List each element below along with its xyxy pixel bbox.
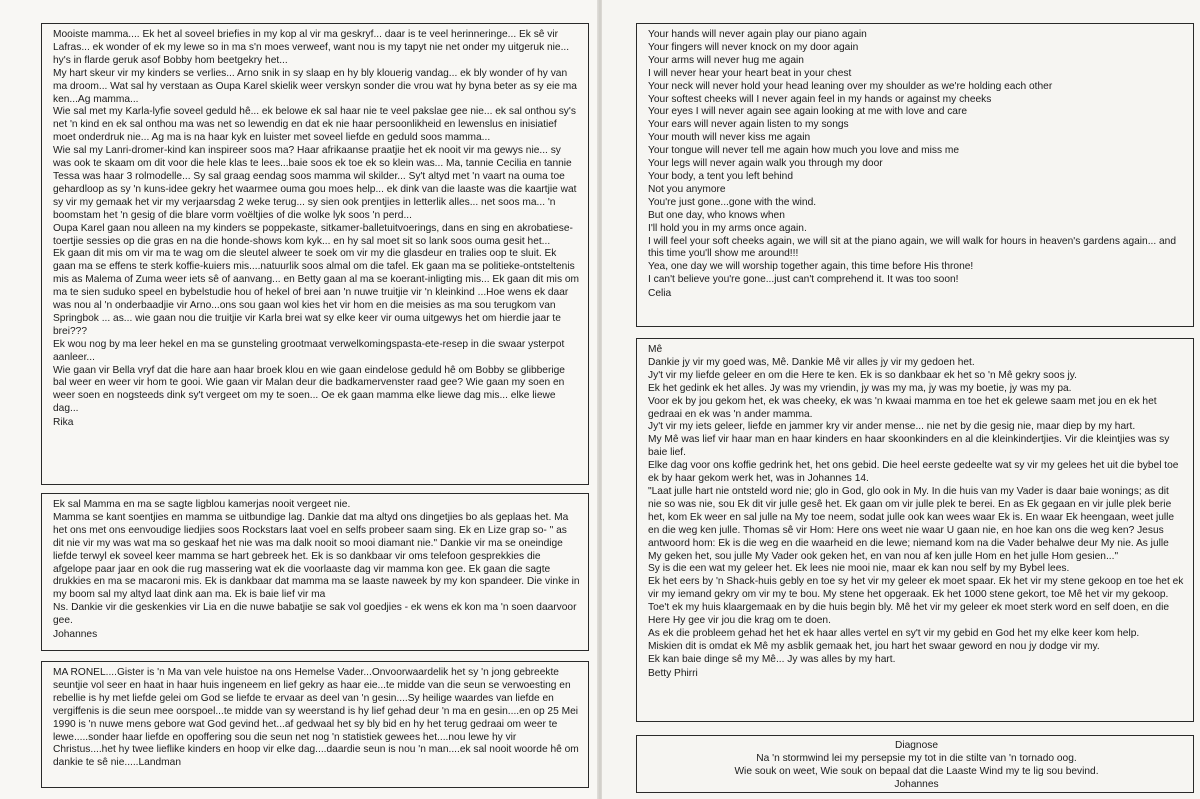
tribute-box-johannes xyxy=(41,493,589,651)
paragraph: Mooiste mamma.... Ek het al soveel briefies in my kop al vir ma geskryf... daar is te veel herinneringe... Ek sê vir Lafras... ek wonder of ek my lewe so in ma s'n moes verweef, want nou is my tapyt nie net onder my uitgeruk nie... hy's in flarde geruk asof Bobby hom beetgekry het... xyxy=(53,29,570,66)
paragraph: Ek gaan dit mis om vir ma te wag om die sleutel alweer te soek om vir my die glasdeur en tralies oop te sluit. Ek gaan ma se effens te sterk koffie-kuiers mis....natuurlik soos almal om die tafel. Ek gaan ma se politieke-ontsteltenis mis as Malema of Zuma weer iets sê of aanvang... en Betty gaan al ma se koerant-inligting mis... Ek gaan dit mis om ma te sien suduko speel en bybelstudie hou of hekel of brei aan 'n nuwe truitjie vir 'n kleinkind ...Hoe wens ek daar was nou al 'n onderbaadjie vir Arno...ons sou gaan wol kies het vir hom en die meisies as ma sou terugkom van Springbok ... as... wie gaan nou die truitjie vir Karla brei wat sy elke keer vir ouma uitgewys het om hierdie jaar te brei??? xyxy=(53,248,580,337)
paragraph: MA RONEL....Gister is 'n Ma van vele huistoe na ons Hemelse Vader...Onvoorwaardelik het sy 'n jong gebreekte seuntjie vol seer en haat in haar huis ingeneem en lief gekry as haar eie...te midde van die seun se verwoesting en rebellie is hy met liefde gelei om God se liefde te ervaar as deel van 'n gesin....Sy heilige waardes van liefde en vergiffenis is die seun mee oorspoel...te midde van sy weerstand is hy lief gehad deur 'n ma en gesin....en op 25 Mei 1990 is 'n nuwe mens gebore wat God gevind het...af gedwaal het sy bly bid en hy het terug gedraai om weer te lewe.....sonder haar liefde en opoffering sou die seun net nog 'n statistiek gewees het....nou lewe hy vir Christus....het hy twee lieflike kinders en hoop vir elke dag....daardie seun is nou 'n man....ek sal nooit woorde hê om dankie te sê nie.....Landman xyxy=(53,667,579,769)
poem-line: Wie souk on weet, Wie souk on bepaal dat die Laaste Wind my te lig sou bevind. xyxy=(734,765,1099,777)
poem-line: Your softest cheeks will I never again feel in my hands or against my cheeks xyxy=(648,93,992,105)
paragraph: Ek wou nog by ma leer hekel en ma se gunsteling grootmaat verwelkomingspasta-ete-resep in die swaar ysterpot aanleer... xyxy=(53,338,565,363)
paragraph: Jy't vir my liefde geleer en om die Here te ken. Ek is so dankbaar ek het so 'n Mê gekry soos jy. xyxy=(648,369,1077,381)
signature: Rika xyxy=(53,417,74,429)
poem-line: Not you anymore xyxy=(648,183,726,195)
signature: Johannes xyxy=(894,778,939,790)
paragraph: My hart skeur vir my kinders se verlies... Arno snik in sy slaap en hy bly klouerig vandag... ek bly wonder of hy van ma droom... Wat sal hy verstaan as Oupa Karel skielik weer verskyn sonder die vrou wat hy byna beter as sy eie ma ken...Ag mamma... xyxy=(53,67,577,105)
paragraph: Oupa Karel gaan nou alleen na my kinders se poppekaste, sitkamer-balletuitvoerings, dans en sing en akrobatiese-toertjie sessies op die gras en na die honde-shows kom kyk... en hy sal moet sit so lank soos ouma gesit het... xyxy=(53,222,573,247)
box-title: Mê xyxy=(648,344,663,355)
paragraph: Sy is die een wat my geleer het. Ek lees nie mooi nie, maar ek kan nou self by my Bybel lees. xyxy=(648,563,1070,575)
signature: Betty Phirri xyxy=(648,667,698,679)
paragraph: My Mê was lief vir haar man en haar kinders en haar skoonkinders en al die kleinkindertjies. Vir die kleintjies was sy baie lief. xyxy=(648,434,1170,459)
poem-box-diagnose xyxy=(636,735,1194,793)
right-page xyxy=(602,0,1200,799)
poem-line: Your ears will never again listen to my songs xyxy=(648,119,849,131)
signature: Celia xyxy=(648,288,672,300)
tribute-box-betty xyxy=(636,338,1194,722)
paragraph: Wie sal my Lanri-dromer-kind kan inspireer soos ma? Haar afrikaanse praatjie het ek nooit vir ma gewys nie... sy was ook te skaam om dit voor die hele klas te lees...baie soos ek toe ek so klein was... Ma, tannie Cecilia en tannie Tessa was haar 3 rolmodelle... Sy sal graag eendag soos mamma wil skilder... Sy't altyd met 'n vaart na ouma toe gehardloop as sy 'n kuns-idee gekry het waarmee ouma gou moes help... ek dink van die laaste was die kaartjie wat sy vir my gemaak het vir my verjaarsdag 2 weke terug... sy sien ook prentjies in letterlik alles... net soos ma... 'n boomstam het 'n gesig of die blare vorm voëltjies of die wolke lyk soos 'n perd... xyxy=(53,145,577,221)
paragraph: Ek sal Mamma en ma se sagte ligblou kamerjas nooit vergeet nie. xyxy=(53,499,351,510)
tribute-box-rika xyxy=(41,23,589,485)
poem-line: Your legs will never again walk you through my door xyxy=(648,158,883,170)
poem-line: Yea, one day we will worship together again, this time before His throne! xyxy=(648,261,974,273)
poem-line: Your mouth will never kiss me again xyxy=(648,132,811,144)
poem-line: Your eyes I will never again see again looking at me with love and care xyxy=(648,106,968,118)
paragraph: Ek het eers by 'n Shack-huis gebly en toe sy het vir my geleer ek moet spaar. Ek het vir my stene gekoop en toe het ek vir my iemand gekry om vir my te bou. My stene het opgeraak. Ek het 1000 stene gekort, toe Mê het vir my gekoop. Toe't ek my huis klaargemaak en by die huis begin bly. Mê het vir my geleer ek moet sterk word en self doen, en die Here Hy gee vir jou die krag om te doen. xyxy=(648,576,1184,627)
paragraph: Jy't vir my iets geleer, liefde en jammer kry vir ander mense... nie net by die gesig nie, maar diep by my hart. xyxy=(648,421,1136,433)
poem-line: I will never hear your heart beat in your chest xyxy=(648,67,852,79)
poem-line: Your arms will never hug me again xyxy=(648,54,804,66)
paragraph: Voor ek by jou gekom het, ek was cheeky, ek was 'n kwaai mamma en toe het ek gelewe saam met jou en ek het gedraai en ek was 'n ander mamma. xyxy=(648,395,1157,420)
paragraph: Ek het gedink ek het alles. Jy was my vriendin, jy was my ma, jy was my boetie, jy was my pa. xyxy=(648,382,1072,394)
poem-line: Your tongue will never tell me again how much you love and miss me xyxy=(648,145,960,157)
poem-line: Your hands will never again play our piano again xyxy=(648,29,867,40)
paragraph: Miskien dit is omdat ek Mê my asblik gemaak het, jou hart het swaar geword en nou jy dodge vir my. xyxy=(648,640,1100,652)
poem-line: I'll hold you in my arms once again. xyxy=(648,222,807,234)
poem-line: You're just gone...gone with the wind. xyxy=(648,196,817,208)
poem-line: But one day, who knows when xyxy=(648,209,785,221)
paragraph: As ek die probleem gehad het het ek haar alles vertel en sy't vir my gebid en God het my elke keer kom help. xyxy=(648,627,1140,639)
poem-line: Na 'n stormwind lei my persepsie my tot in die stilte van 'n tornado oog. xyxy=(756,752,1077,764)
poem-line: Your neck will never hold your head leaning over my shoulder as we're holding each other xyxy=(648,80,1053,92)
paragraph: Wie gaan vir Bella vryf dat die hare aan haar broek klou en wie gaan eindelose geduld hê om Bobby se glibberige bal weer en weer vir hom te gooi. Wie gaan vir Malan deur die badkamervenster raad gee? Wie gaan my soen en weer soen en nogsteeds dink sy't vergeet om my te soen... Oe ek gaan mamma elke liewe dag mis... elke liewe dag... xyxy=(53,364,565,415)
poem-line: Your fingers will never knock on my door again xyxy=(648,41,859,53)
tribute-box-landman xyxy=(41,661,589,788)
poem-line: Your body, a tent you left behind xyxy=(648,170,793,182)
paragraph: Elke dag voor ons koffie gedrink het, het ons gebid. Die heel eerste gedeelte wat sy vir my gelees het uit die bybel toe ek by haar gekom werk het, was in Johannes 14. xyxy=(648,460,1179,485)
poem-line: I can't believe you're gone...just can't comprehend it. It was too soon! xyxy=(648,274,959,286)
left-page xyxy=(0,0,598,799)
paragraph: Ek kan baie dinge sê my Mê... Jy was alles by my hart. xyxy=(648,653,896,665)
poem-line: I will feel your soft cheeks again, we will sit at the piano again, we will walk for hours in heaven's gardens again... and this time you'll show me around!!! xyxy=(648,235,1177,260)
tribute-box-celia xyxy=(636,23,1194,327)
paragraph: Wie sal met my Karla-lyfie soveel geduld hê... ek belowe ek sal haar nie te veel pakslae gee nie... ek sal onthou sy's net 'n kind en ek sal onthou ma was net so lewendig en dat ek nie haar persoonlikheid en lewenslus en inisiatief moet onderdruk nie... Ag ma is na haar kyk en luister met soveel liefde en geduld soos mamma... xyxy=(53,106,576,144)
paragraph: Ns. Dankie vir die geskenkies vir Lia en die nuwe babatjie se sak vol goedjies - ek wens ek kon ma 'n soen daarvoor gee. xyxy=(53,602,577,627)
box-title: Diagnose xyxy=(894,740,939,751)
signature: Johannes xyxy=(53,629,98,641)
paragraph: "Laat julle hart nie ontsteld word nie; glo in God, glo ook in My. In die huis van my Vader is daar baie wonings; as dit nie so was nie, sou Ek dit vir julle gesê het. Ek gaan om vir julle plek te berei. En as Ek gegaan en vir julle plek berie het, kom Ek weer en sal julle na My toe neem, sodat julle ook kan wees waar Ek is. En waar Ek heengaan, weet julle en die weg ken julle. Thomas sê vir Hom: Here ons weet nie waar U gaan nie, en hoe kan ons die weg ken? Jesus antwoord hom: Ek is die weg en die waarheid en die lewe; niemand kom na die Vader behalwe deur My nie. As julle My geken het, sou julle My Vader ook geken het, en van nou af ken julle Hom en het julle Hom gesien..." xyxy=(648,485,1175,562)
paragraph: Dankie jy vir my goed was, Mê. Dankie Mê vir alles jy vir my gedoen het. xyxy=(648,356,975,368)
paragraph: Mamma se kant soentjies en mamma se uitbundige lag. Dankie dat ma altyd ons dingetjies bo als geplaas het. Ma het ons met ons eenvoudige liedjies soos Rockstars laat voel en selfs probeer saam sing. Ek en Lize grap so- " as dit nie vir my was wat ma so geskaaf het nie was ma dalk nooit so mooi diamant nie." Dankie vir ma se oneindige liefde terwyl ek soveel keer mamma se hart gebreek het. Ek is so dankbaar vir oms telefoon gesprekkies die afgelope paar jaar en ook die rug massering wat ek die voorlaaste dag vir mamma kon gee. Ek gaan die sagte drukkies en ma se macaroni mis. Ek is dankbaar dat mamma ma se laaste naweek by my kon spandeer. Die vinke in my boom sal my altyd laat dink aan ma. Ek is baie lief vir ma xyxy=(53,511,580,601)
